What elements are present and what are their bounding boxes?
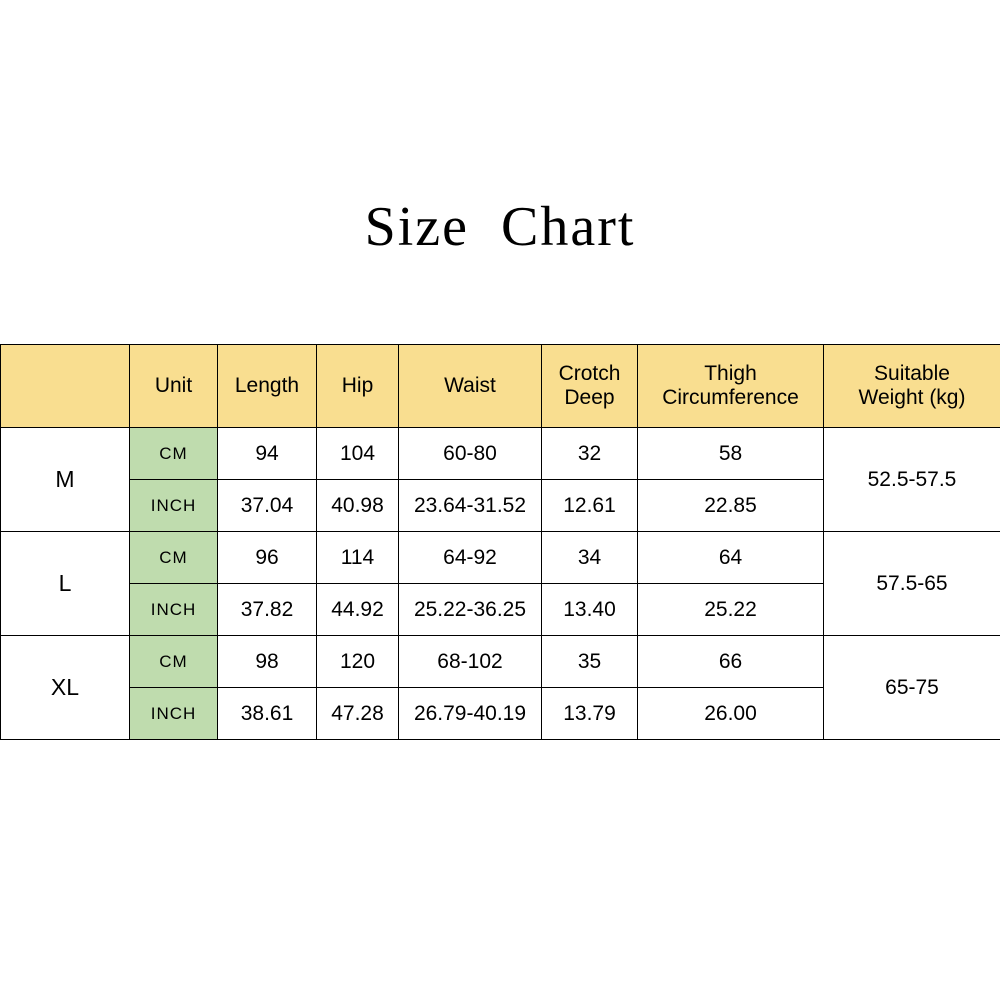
header-hip: Hip	[317, 345, 399, 428]
cell-length: 96	[218, 532, 317, 584]
header-thigh-line1: Thigh	[704, 361, 757, 385]
header-length: Length	[218, 345, 317, 428]
cell-thigh: 26.00	[638, 688, 824, 740]
cell-length: 37.82	[218, 584, 317, 636]
cell-crotch: 32	[542, 428, 638, 480]
cell-thigh: 25.22	[638, 584, 824, 636]
cell-waist: 64-92	[399, 532, 542, 584]
header-crotch-line1: Crotch	[558, 361, 621, 385]
cell-waist: 25.22-36.25	[399, 584, 542, 636]
table-row	[1, 428, 1000, 480]
unit-label: INCH	[130, 584, 218, 636]
header-crotch-line2: Deep	[564, 386, 615, 409]
header-suitable-weight	[824, 345, 1000, 428]
cell-waist: 26.79-40.19	[399, 688, 542, 740]
cell-length: 38.61	[218, 688, 317, 740]
unit-label: CM	[130, 636, 218, 688]
cell-thigh: 58	[638, 428, 824, 480]
header-thigh-circumference	[638, 345, 824, 428]
header-crotch-deep	[542, 345, 638, 428]
header-waist: Waist	[399, 345, 542, 428]
cell-hip: 40.98	[317, 480, 399, 532]
cell-crotch: 13.40	[542, 584, 638, 636]
cell-hip: 114	[317, 532, 399, 584]
size-label-xl: XL	[1, 636, 130, 740]
cell-weight: 57.5-65	[824, 532, 1000, 636]
cell-crotch: 12.61	[542, 480, 638, 532]
table-row	[1, 636, 1000, 688]
cell-hip: 47.28	[317, 688, 399, 740]
cell-weight: 65-75	[824, 636, 1000, 740]
table-body	[1, 428, 1000, 740]
cell-hip: 120	[317, 636, 399, 688]
header-weight-line1: Suitable	[874, 361, 950, 385]
unit-label: CM	[130, 532, 218, 584]
header-row	[1, 345, 1000, 428]
cell-weight: 52.5-57.5	[824, 428, 1000, 532]
unit-label: CM	[130, 428, 218, 480]
size-label-l: L	[1, 532, 130, 636]
cell-waist: 60-80	[399, 428, 542, 480]
cell-thigh: 64	[638, 532, 824, 584]
cell-length: 37.04	[218, 480, 317, 532]
size-label-m: M	[1, 428, 130, 532]
page-title: Size Chart	[364, 196, 636, 258]
cell-hip: 104	[317, 428, 399, 480]
cell-hip: 44.92	[317, 584, 399, 636]
table-row	[1, 532, 1000, 584]
unit-label: INCH	[130, 480, 218, 532]
size-chart-table-wrapper	[0, 344, 1000, 740]
cell-waist: 68-102	[399, 636, 542, 688]
header-unit: Unit	[130, 345, 218, 428]
cell-crotch: 13.79	[542, 688, 638, 740]
unit-label: INCH	[130, 688, 218, 740]
header-size	[1, 345, 130, 428]
cell-thigh: 22.85	[638, 480, 824, 532]
cell-thigh: 66	[638, 636, 824, 688]
cell-length: 98	[218, 636, 317, 688]
cell-length: 94	[218, 428, 317, 480]
cell-crotch: 35	[542, 636, 638, 688]
cell-crotch: 34	[542, 532, 638, 584]
table-header	[1, 345, 1000, 428]
cell-waist: 23.64-31.52	[399, 480, 542, 532]
size-chart-table	[0, 344, 1000, 740]
header-thigh-line2: Circumference	[662, 386, 799, 409]
header-weight-line2: Weight (kg)	[858, 386, 966, 409]
